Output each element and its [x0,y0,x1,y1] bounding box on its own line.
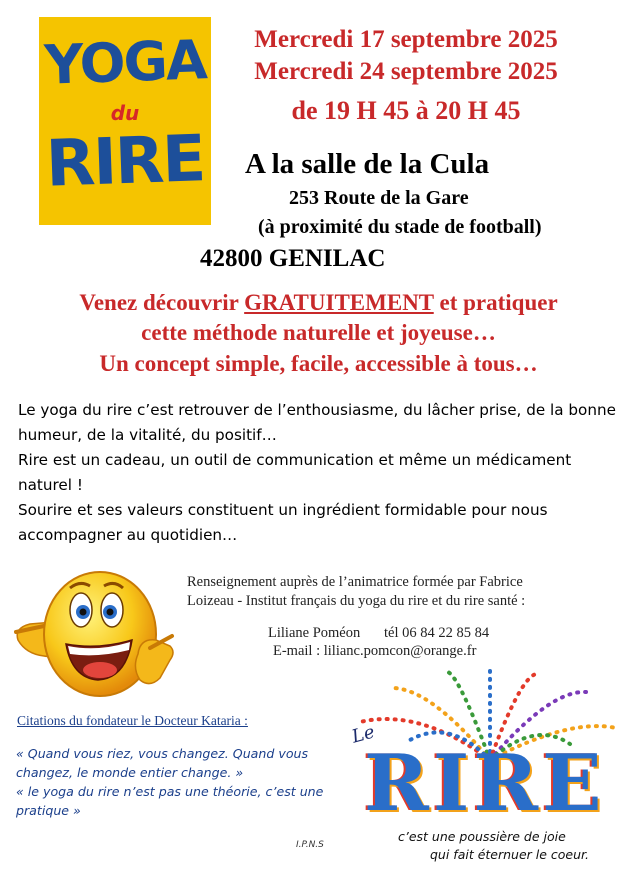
quote-2: « le yoga du rire n’est pas une théorie, c’est une pratique » [16,784,324,818]
venue-city: 42800 GENILAC [200,245,386,272]
quotes-heading: Citations du fondateur le Docteur Kataria : [17,713,248,728]
venue-near: (à proximité du stade de football) [258,216,542,238]
time-range: de 19 H 45 à 20 H 45 [291,96,521,125]
contact-phone: tél 06 84 22 85 84 [384,625,490,641]
ipns-mark: I.P.N.S [296,840,324,850]
rire-word: RIRE [364,738,606,829]
invite-line-1-after: et pratiquer [433,290,558,315]
yoga-du-rire-logo [39,17,211,225]
venue-name: A la salle de la Cula [245,148,490,180]
quotes-block [16,744,326,820]
venue-street: 253 Route de la Gare [289,187,469,209]
invite-line-1-before: Venez découvrir [79,290,245,315]
description [18,398,628,548]
rire-tagline-2: qui fait éternuer le coeur. [430,847,590,862]
invite-line-2: cette méthode naturelle et joyeuse… [141,320,496,345]
description-p1: Le yoga du rire c’est retrouver de l’enthousiasme, du lâcher prise, de la bonne humeur, de la vitalité, du positif… [18,401,616,444]
quote-1: « Quand vous riez, vous changez. Quand vous changez, le monde entier change. » [16,746,309,780]
logo-yoga-text: YOGA [43,28,207,97]
smiley-icon [10,566,176,706]
contact-person: Liliane Poméon [268,625,361,641]
contact-line-1: Renseignement auprès de l’animatrice formée par Fabrice [187,574,523,590]
logo-du-text: du [110,101,140,125]
date-2: Mercredi 24 septembre 2025 [254,58,558,85]
invite-line-1 [0,290,637,316]
rire-le: Le [349,721,377,748]
logo-rire-text: RIRE [44,122,206,202]
description-p2: Rire est un cadeau, un outil de communication et même un médicament naturel ! [18,451,572,494]
date-1: Mercredi 17 septembre 2025 [254,26,558,53]
contact-line-2: Loizeau - Institut français du yoga du rire et du rire santé : [187,593,526,609]
contact-email: E-mail : lilianc.pomcon@orange.fr [273,643,477,659]
invite-emphasis: GRATUITEMENT [244,290,434,315]
description-p3: Sourire et ses valeurs constituent un ingrédient formidable pour nous accompagner au quotidien… [18,501,548,544]
invite-line-3: Un concept simple, facile, accessible à tous… [99,351,538,376]
rire-tagline-1: c’est une poussière de joie [398,829,566,844]
